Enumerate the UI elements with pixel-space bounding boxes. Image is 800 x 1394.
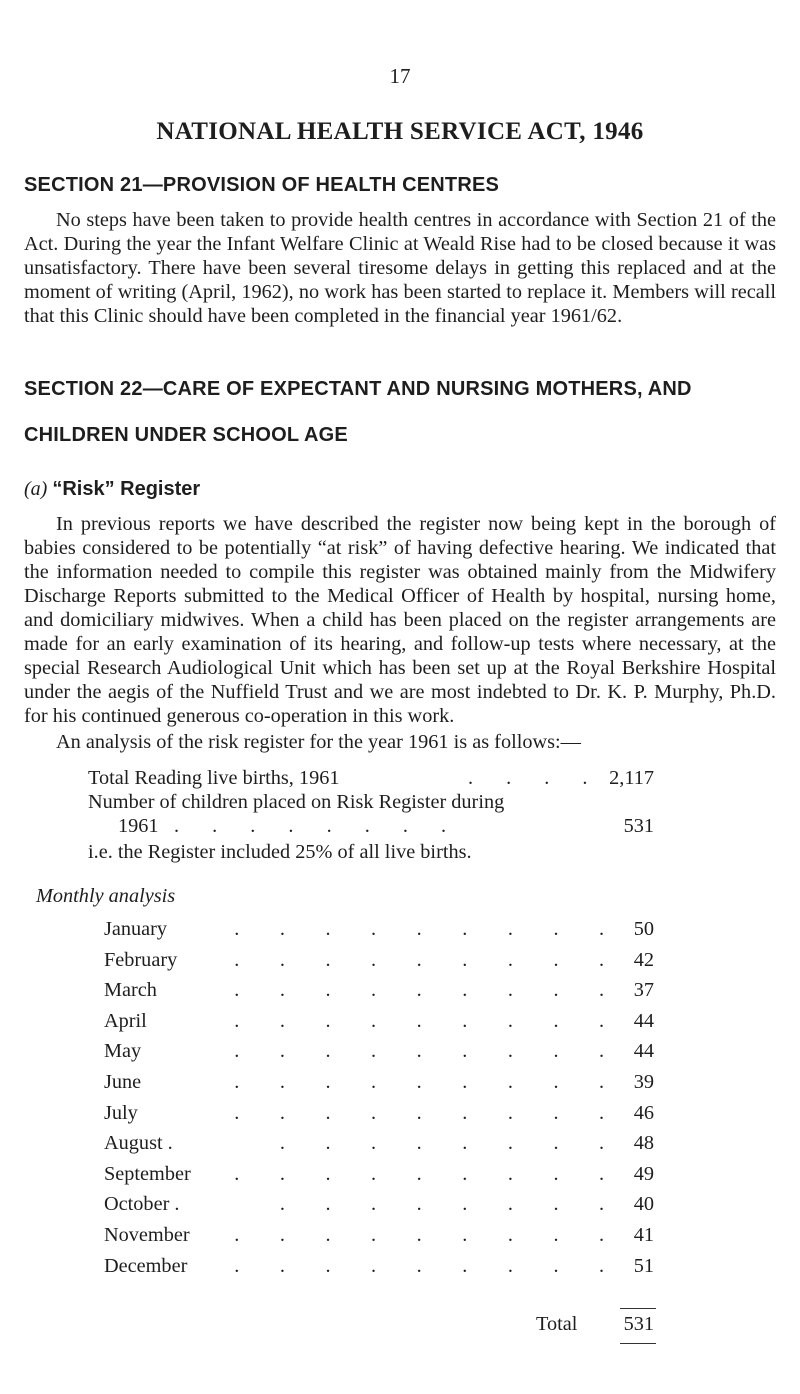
month-label: July	[104, 1101, 138, 1124]
month-value: 51	[633, 1254, 654, 1277]
month-label: November	[104, 1224, 190, 1246]
month-label: May	[104, 1040, 142, 1063]
section-22-heading-line-2: CHILDREN UNDER SCHOOL AGE	[24, 424, 348, 446]
month-label: September	[104, 1162, 191, 1185]
month-label: March	[104, 979, 157, 1002]
section-22-heading-line-1: SECTION 22—CARE OF EXPECTANT AND NURSING MOTHERS, AND	[24, 378, 692, 400]
section-21-paragraph: No steps have been taken to provide health centres in accordance with Section 21 of the Act. During the year the Infant Welfare Clinic at Weald Rise had to be closed because it was unsatisfactory. There have been several tiresome delays in getting this replaced and at the moment of writing (April, 1962), no work has been started to replace it. Members will recall that this Clinic should have been completed in the financial year 1961/62.	[24, 209, 776, 327]
total-value: 531	[623, 1313, 654, 1335]
month-value: 42	[633, 948, 654, 971]
month-label: January	[104, 918, 168, 940]
total-births-leader: . . . .	[468, 767, 602, 789]
percentage-note: i.e. the Register included 25% of all live births.	[88, 841, 472, 863]
placed-label-line-1: Number of children placed on Risk Register during	[88, 791, 505, 813]
month-label: August .	[104, 1132, 173, 1155]
subheading-text: “Risk” Register	[52, 478, 201, 500]
page-number: 17	[389, 64, 411, 88]
section-21-heading: SECTION 21—PROVISION OF HEALTH CENTRES	[24, 174, 500, 196]
month-label: October .	[104, 1193, 180, 1216]
month-label: June	[104, 1071, 142, 1093]
placed-leader: . . . . . . . .	[174, 815, 461, 837]
analysis-intro: An analysis of the risk register for the year 1961 is as follows:—	[56, 731, 581, 753]
placed-label-line-2: 1961	[118, 815, 159, 837]
page-title: NATIONAL HEALTH SERVICE ACT, 1946	[156, 118, 644, 145]
total-rule-bottom	[620, 1343, 656, 1344]
total-births-value: 2,117	[609, 767, 654, 789]
placed-value: 531	[623, 815, 654, 837]
risk-register-paragraph: In previous reports we have described the register now being kept in the borough of babies considered to be potentially “at risk” of having defective hearing. We indicated that the information needed to compile this register was obtained mainly from the Midwifery Discharge Reports submitted to the Medical Officer of Health by hospital, nursing home, and domiciliary midwives. When a child has been placed on the register arrangements are made for an early examination of its hearing, and follow-up tests where necessary, at the special Research Audiological Unit which has been set up at the Royal Berkshire Hospital under the aegis of the Nuffield Trust and we are most indebted to Dr. K. P. Murphy, Ph.D. for his continued generous co-operation in this work.	[24, 513, 776, 727]
risk-register-subheading	[24, 478, 200, 501]
month-value: 41	[633, 1224, 654, 1246]
total-births-label: Total Reading live births, 1961	[88, 767, 340, 789]
month-value: 44	[633, 1040, 654, 1063]
subheading-marker: (a)	[24, 478, 48, 500]
total-rule-top	[620, 1308, 656, 1309]
month-label: December	[104, 1254, 188, 1277]
monthly-analysis-heading: Monthly analysis	[36, 885, 176, 907]
month-value: 50	[633, 918, 654, 940]
month-label: February	[104, 948, 178, 971]
month-value: 49	[633, 1162, 654, 1185]
month-value: 44	[633, 1009, 654, 1032]
month-label: April	[104, 1009, 147, 1032]
month-value: 46	[633, 1101, 654, 1124]
month-value: 39	[633, 1071, 654, 1093]
month-value: 40	[633, 1193, 654, 1216]
month-value: 37	[633, 979, 654, 1002]
month-value: 48	[633, 1132, 654, 1155]
total-label: Total	[536, 1313, 578, 1335]
